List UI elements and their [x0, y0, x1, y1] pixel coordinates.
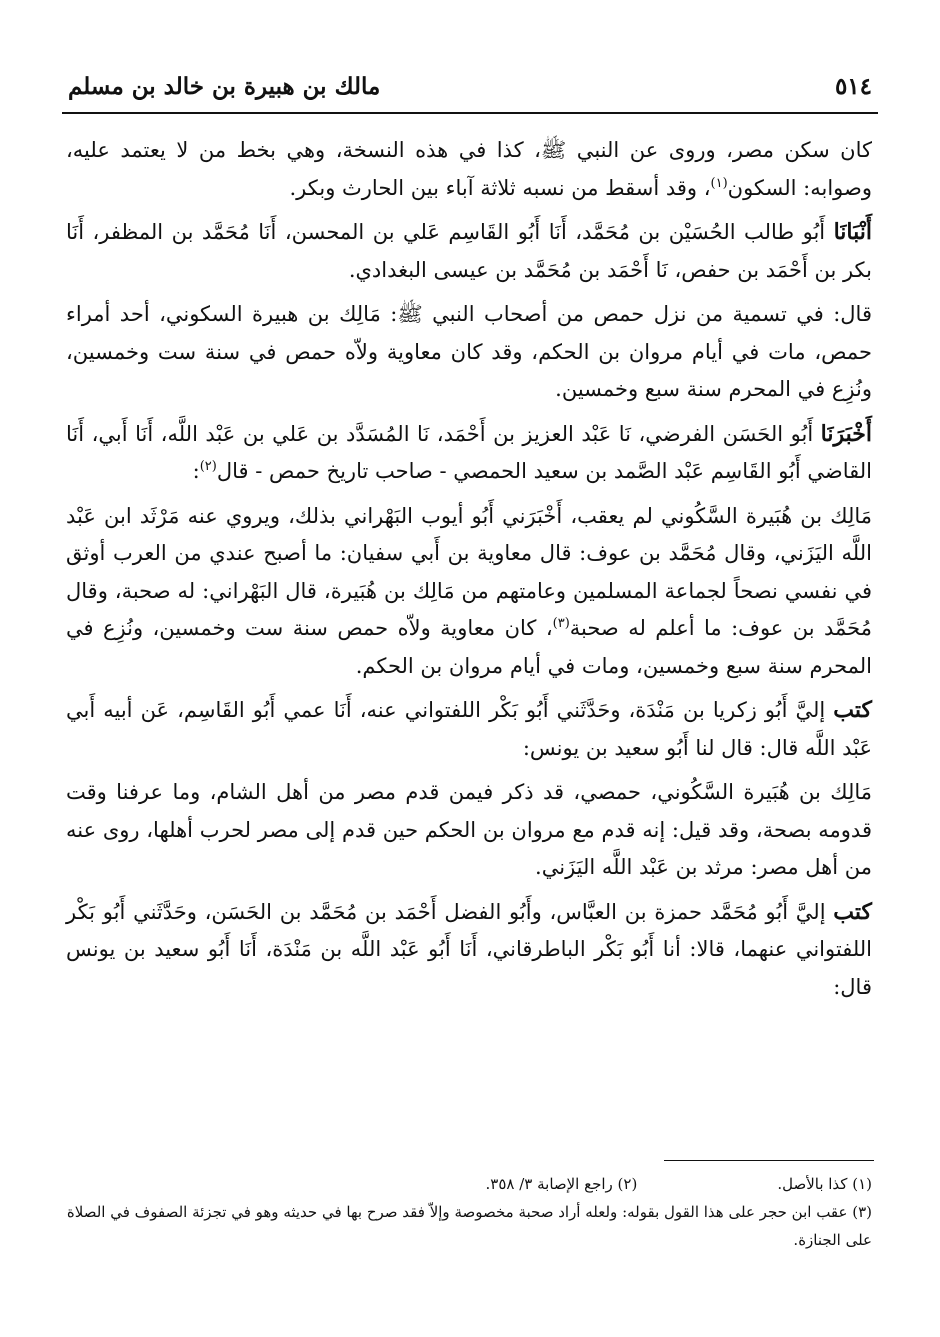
footnotes [66, 1170, 872, 1254]
paragraph: أَخْبَرَنَا أَبُو الحَسَن الفرضي، نَا عَبْد العزيز بن أَحْمَد، نَا المُسَدَّد بن عَلي بن عَبْد اللَّه، أَنَا أَبي، أَنَا القاضي أَبُو القَاسِم عَبْد الصَّمد بن سعيد الحمصي - صاحب تاريخ حمص - قال$^{(٢)}$: [66, 420, 872, 483]
isnad-lead: أَخْبَرَنَا [820, 420, 872, 447]
paragraph: كتب إليَّ أَبُو زكريا بن مَنْدَة، وحَدَّثَني أَبُو بَكْر اللفتواني عنه، أَنَا عمي أَبُو القَاسِم، عَن أبيه أَبي عَبْد اللَّه قال: قال لنا أَبُو سعيد بن يونس: [66, 697, 872, 760]
footnote-1: (١) كذا بالأصل. [777, 1175, 872, 1193]
page-number: ٥١٤ [834, 72, 872, 100]
footnote-ref: (١) [710, 175, 728, 191]
paragraph: أَنْبَانَا أَبُو طالب الحُسَيْن بن مُحَمَّد، أَنَا أَبُو القَاسِم عَلي بن المحسن، أَنَا مُحَمَّد بن المظفر، أَنَا بكر بن أَحْمَد بن حفص، نَا أَحْمَد بن مُحَمَّد بن عيسى البغدادي. [66, 219, 872, 282]
paragraph: مَالِك بن هُبَيرة السَّكُوني لم يعقب، أَخْبَرَني أَبُو أيوب البَهْراني بذلك، ويروي عنه مَرْثَد ابن عَبْد اللَّه اليَزَني، وقال مُحَمَّد بن عوف: قال معاوية بن أَبي سفيان: ما أصبح عندي من العرب أوثق في نفسي نصحاً لجماعة المسلمين وعامتهم من مَالِك بن هُبَيرة، قال البَهْراني: له صحبة، وقال مُحَمَّد بن عوف: ما أعلم له صحبة$^{(٣)}$، كان معاوية ولاّه حمص سنة ست وخمسين، ونُزِع في المحرم سنة سبع وخمسين، ومات في أيام مروان بن الحكم. [66, 503, 872, 678]
paragraph: قال: في تسمية من نزل حمص من أصحاب النبي ﷺ: مَالِك بن هبيرة السكوني، أحد أمراء حمص، مات في أيام مروان بن الحكم، وقد كان معاوية ولاّه حمص في سنة ست وخمسين، ونُزِع في المحرم سنة سبع وخمسين. [66, 302, 872, 401]
paragraph: مَالِك بن هُبَيرة السَّكُوني، حمصي، قد ذكر فيمن قدم مصر من أهل الشام، وما عرفنا وقت قدومه بصحة، وقد قيل: إنه قدم مع مروان بن الحكم حين قدم إلى مصر لحرب أهلها، روى عنه من أهل مصر: مرثد بن عَبْد اللَّه اليَزَني. [66, 780, 872, 879]
main-text [66, 132, 872, 1013]
footnote-2: (٢) راجع الإصابة ٣/ ٣٥٨. [485, 1175, 638, 1193]
isnad-lead: كتب [833, 898, 872, 925]
isnad-lead: أَنْبَانَا [833, 219, 872, 245]
isnad-lead: كتب [833, 697, 872, 723]
footnote-row [66, 1170, 872, 1198]
running-title: مالك بن هبيرة بن خالد بن مسلم [68, 72, 381, 100]
paragraph: كان سكن مصر، وروى عن النبي ﷺ، كذا في هذه النسخة، وهي بخط من لا يعتمد عليه، وصوابه: السكون$^{(١)}$، وقد أسقط من نسبه ثلاثة آباء بين الحارث وبكر. [66, 138, 872, 200]
footnote-ref: (٢) [199, 459, 217, 474]
footnote-3: (٣) عقب ابن حجر على هذا القول بقوله: ولعله أراد صحبة مخصوصة وإلاّ فقد صرح بها في حديثه وهو في تجزئة الصفوف في الصلاة على الجنازة. [66, 1203, 872, 1249]
footnote-separator [664, 1160, 874, 1161]
footnote-ref: (٣) [552, 616, 570, 631]
running-header [62, 60, 878, 114]
paragraph: كتب إليَّ أَبُو مُحَمَّد حمزة بن العبَّاس، وأَبُو الفضل أَحْمَد بن مُحَمَّد بن الحَسَن، وحَدَّثَني أَبُو بَكْر اللفتواني عنهما، قالا: أنا أَبُو بَكْر الباطرقاني، أَنَا أَبُو عَبْد اللَّه بن مَنْدَة، أَنَا أَبُو سعيد بن يونس قال: [66, 898, 872, 999]
